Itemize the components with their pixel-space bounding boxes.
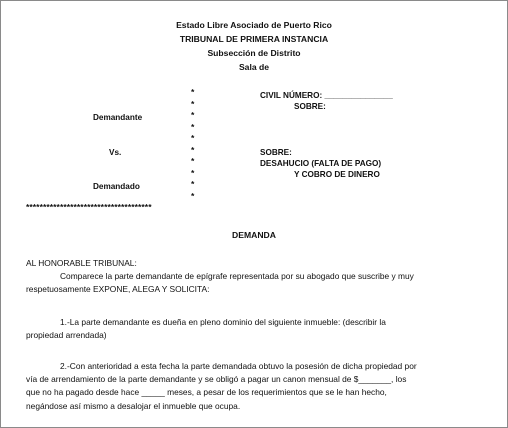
star-column [191,87,199,202]
header-subsection: Subsección de Distrito [207,48,301,58]
sobre-label-top: SOBRE: [294,102,326,111]
civil-number-field: CIVIL NÚMERO: _______________ [260,91,393,100]
intro-line: Comparece la parte demandante de epígrafe representada por su abogado que suscribe y muy [60,271,414,281]
star: * [191,98,195,109]
intro-line: respetuosamente EXPONE, ALEGA Y SOLICITA: [26,284,210,295]
header-commonwealth: Estado Libre Asociado de Puerto Rico [176,20,332,30]
demandado-label: Demandado [93,182,140,191]
demandante-label: Demandante [93,113,143,122]
header-sala: Sala de [238,62,270,72]
star: * [191,144,195,155]
paragraph-line: vía de arrendamiento de la parte demandante y se obligó a pagar un canon mensual de $_______, los [26,374,407,385]
paragraph-2 [26,360,462,413]
paragraph-line: 1.-La parte demandante es dueña en pleno dominio del siguiente inmueble: (describir la [60,317,386,327]
intro-paragraph [26,270,462,296]
paragraph-line: que no ha pagado desde hace _____ meses, a pesar de los requerimientos que se le han hecho, [26,387,387,398]
paragraph-line: negándose así mismo a desalojar el inmueble que ocupa. [26,400,241,411]
sobre-label: SOBRE: [260,148,292,157]
star: * [191,156,195,166]
star-rule: ************************************* [26,202,152,212]
paragraph-line: 2.-Con anterioridad a esta fecha la parte demandada obtuvo la posesión de dicha propiedad por [60,361,417,371]
star: * [191,110,195,120]
salutation: AL HONORABLE TRIBUNAL: [26,258,137,268]
star: * [191,133,195,143]
case-type-desahucio: DESAHUCIO (FALTA DE PAGO) [260,159,382,168]
header-court: TRIBUNAL DE PRIMERA INSTANCIA [179,34,329,44]
star: * [191,190,195,201]
case-type-cobro: Y COBRO DE DINERO [294,170,380,179]
star: * [191,167,195,178]
star: * [191,179,195,189]
paragraph-1 [26,316,462,342]
star: * [191,121,195,132]
document-title: DEMANDA [232,230,276,240]
paragraph-line: propiedad arrendada) [26,330,107,341]
star: * [191,87,195,97]
versus-label: Vs. [109,148,122,157]
